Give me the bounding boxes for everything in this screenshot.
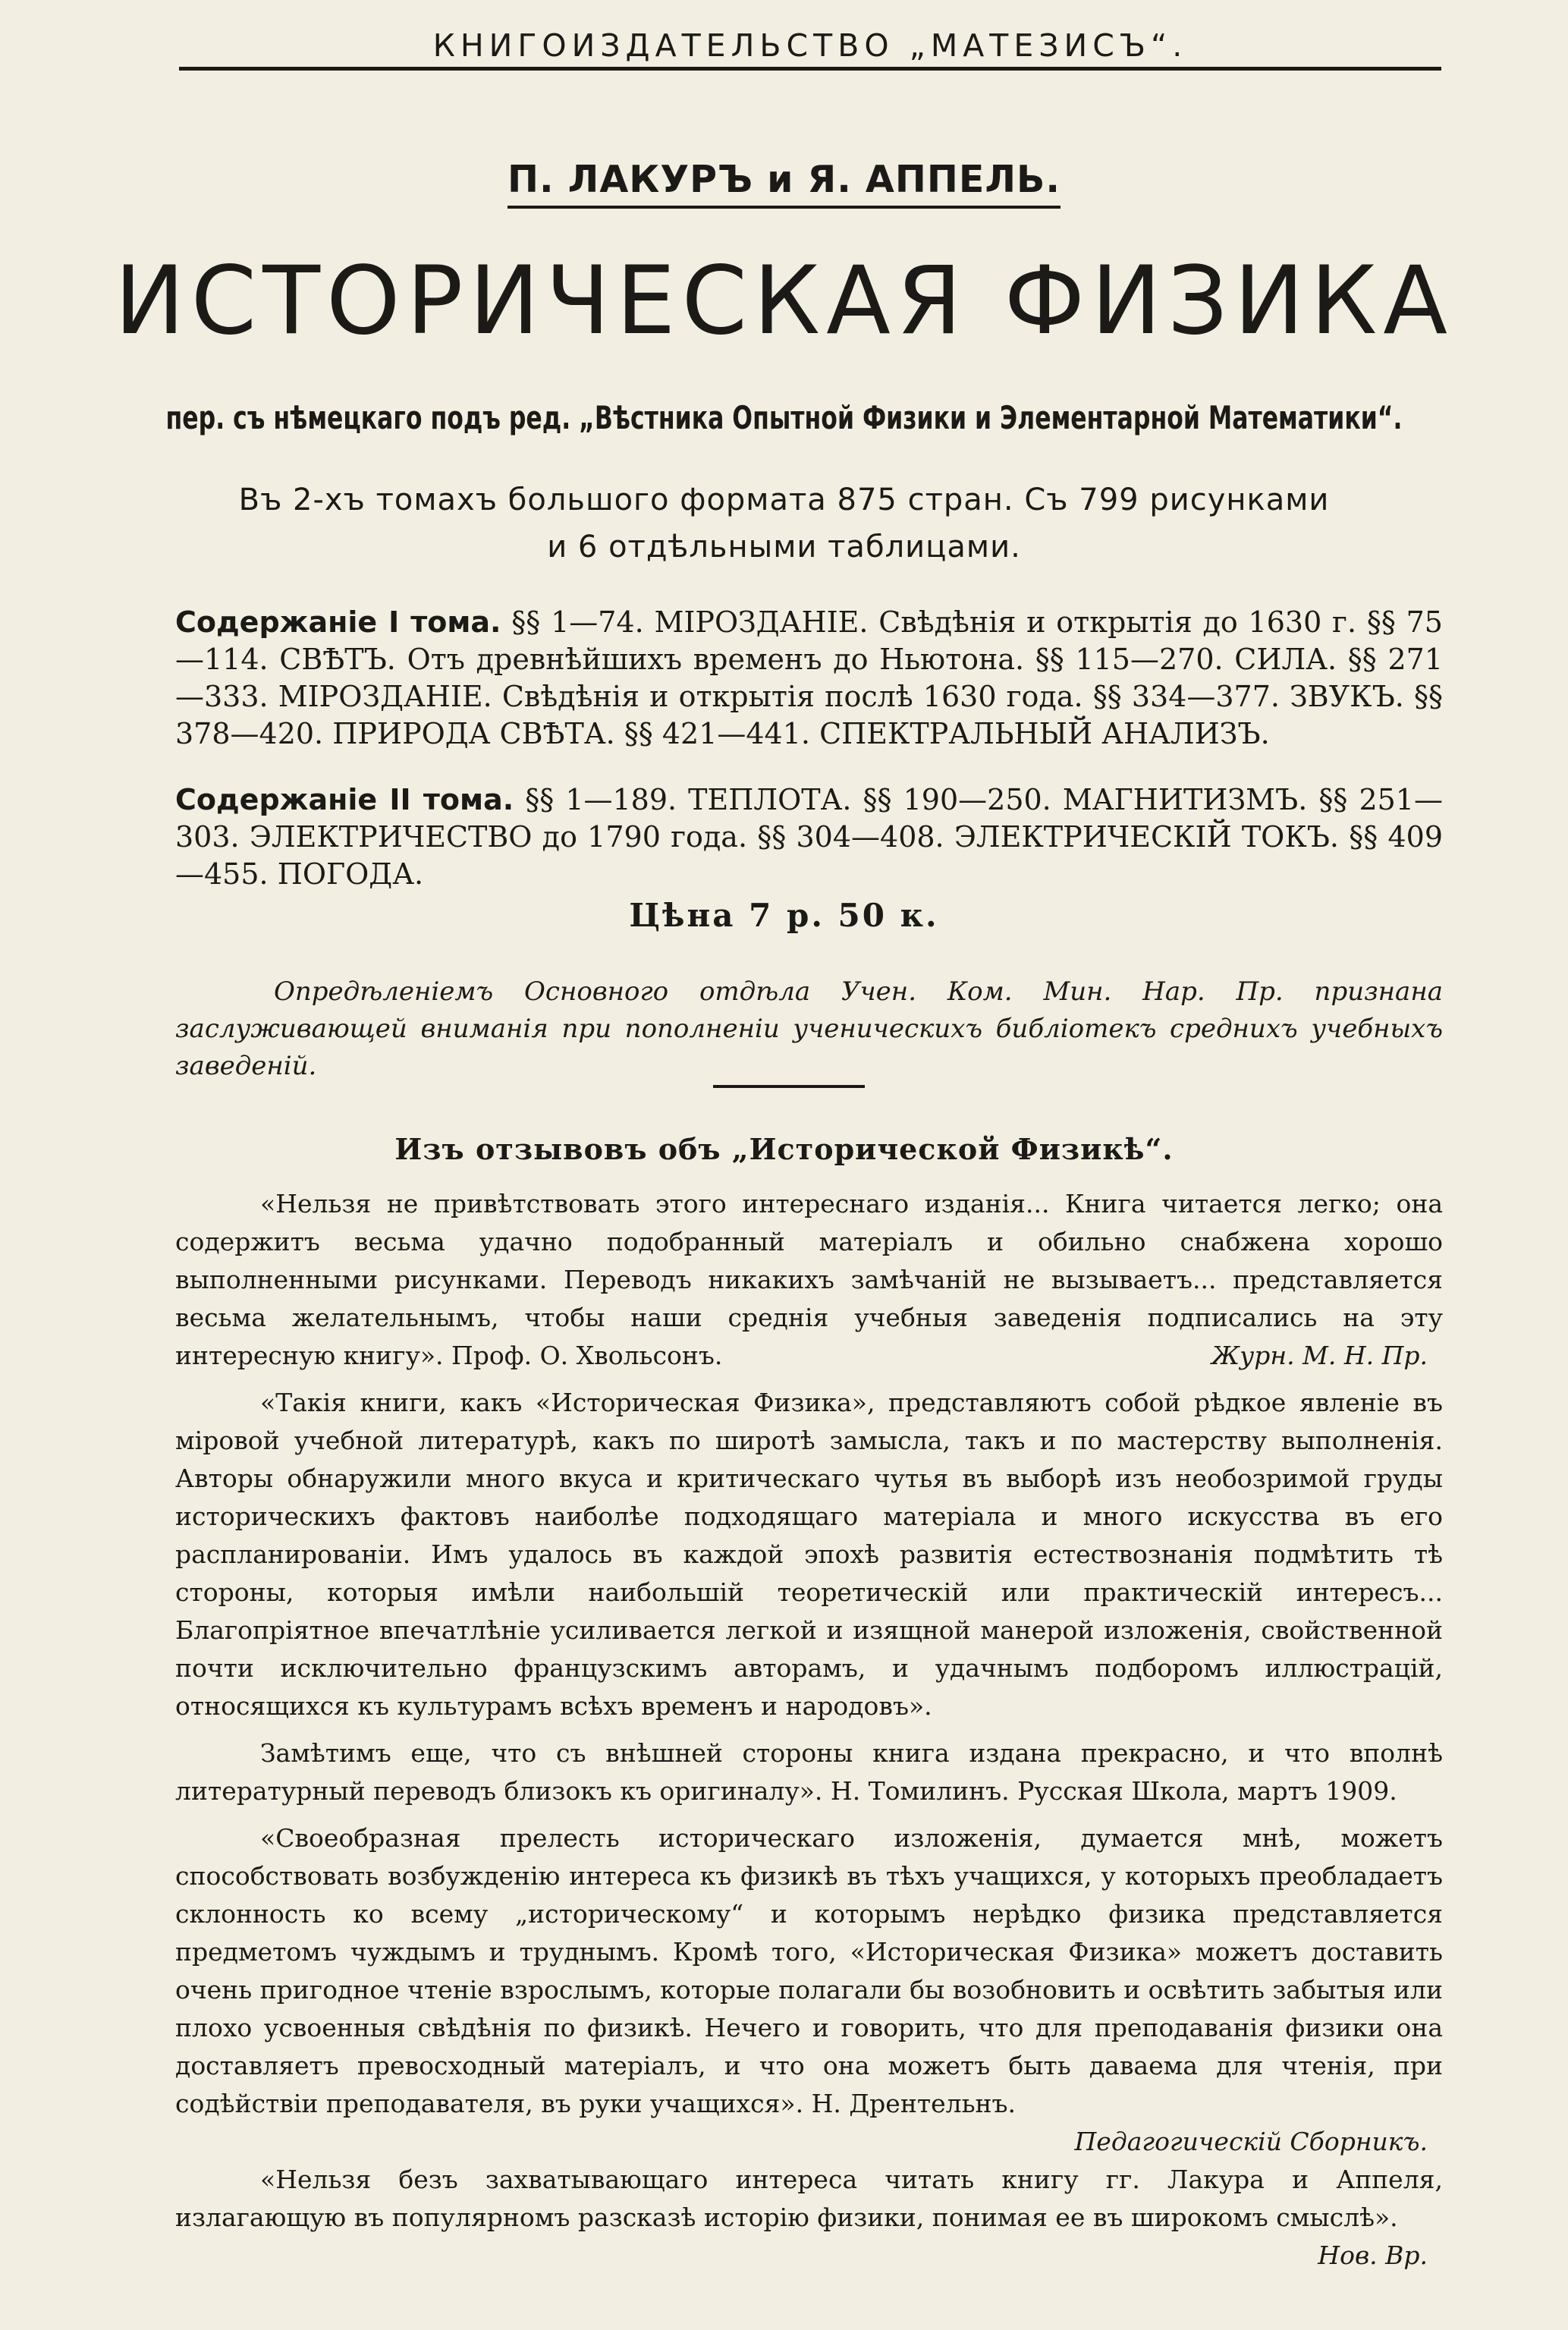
review-text: «Такія книги, какъ «Историческая Физика», представляютъ собой рѣдкое явленіе въ міровой учебной литературѣ, какъ по широтѣ замысла, такъ и по мастерству выполненія. Авторы обнаружили много вкуса и критическаго чутья въ выборѣ изъ необозримой груды историческихъ фактовъ наиболѣе подходящаго матеріала и много искусства въ его распланированіи. Имъ удалось въ каждой эпохѣ развитія естествознанія подмѣтить тѣ стороны, которыя имѣли наибольшій теоретическій или практическій интересъ... Благопріятное впечатлѣніе усиливается легкой и изящной манерой изложенія, свойственной почти исключительно французскимъ авторамъ, и удачнымъ подборомъ иллюстрацій, относящихся къ культурамъ всѣхъ временъ и народовъ».: [175, 1388, 1443, 1721]
contents-volume-1: [175, 604, 1443, 753]
volumes-line-2: и 6 отдѣльными таблицами.: [547, 530, 1021, 564]
volumes-info: [0, 476, 1568, 571]
authors-text: П. ЛАКУРЪ и Я. АППЕЛЬ.: [507, 158, 1061, 209]
review-item: [175, 1734, 1443, 1810]
reviews-heading: Изъ отзывовъ объ „Исторической Физикѣ“.: [394, 1132, 1174, 1166]
review-text: «Своеобразная прелесть историческаго изложенія, думается мнѣ, можетъ способствовать возбужденію интереса къ физикѣ въ тѣхъ учащихся, у которыхъ преобладаетъ склонность ко всему „историческому“ и которымъ нерѣдко физика представляется предметомъ чуждымъ и труднымъ. Кромѣ того, «Историческая Физика» можетъ доставить очень пригодное чтеніе взрослымъ, которые полагали бы возобновить и освѣтить забытыя или плохо усвоенныя свѣдѣнія по физикѣ. Нечего и говорить, что для преподаванія физики она доставляетъ превосходный матеріалъ, и что она можетъ быть даваема для чтенія, при содѣйствіи преподавателя, въ руки учащихся». Н. Дрентельнъ.: [175, 1823, 1443, 2118]
publisher-header: КНИГОИЗДАТЕЛЬСТВО „МАТЕЗИСЪ“.: [432, 27, 1188, 64]
book-title: ИСТОРИЧЕСКАЯ ФИЗИКА: [114, 247, 1454, 356]
volumes-line-1: Въ 2-хъ томахъ большого формата 875 стран. Съ 799 рисунками: [238, 483, 1330, 517]
approval-note: Опредѣленіемъ Основного отдѣла Учен. Ком. Мин. Нар. Пр. признана заслуживающей вниманія при пополненіи ученическихъ библіотекъ среднихъ учебныхъ заведеній.: [175, 976, 1443, 1081]
contents-volume-2: [175, 781, 1443, 893]
section-divider: [713, 1085, 865, 1088]
translation-note: пер. съ нѣмецкаго подъ ред. „Вѣстника Опытной Физики и Элементарной Математики“.: [165, 401, 1403, 437]
price: Цѣна 7 р. 50 к.: [629, 897, 939, 934]
authors: [0, 158, 1568, 201]
review-item: [175, 1384, 1443, 1725]
contents-volume-2-text: §§ 1—189. ТЕПЛОТА. §§ 190—250. МАГНИТИЗМЪ. §§ 251—303. ЭЛЕКТРИЧЕСТВО до 1790 года. §§ 304—408. ЭЛЕКТРИЧЕСКІЙ ТОКЪ. §§ 409—455. ПОГОДА.: [175, 783, 1443, 891]
reviews-list: [175, 1185, 1443, 2275]
review-text: Замѣтимъ еще, что съ внѣшней стороны книга издана прекрасно, и что вполнѣ литературный переводъ близокъ къ оригиналу». Н. Томилинъ. Русская Школа, мартъ 1909.: [175, 1738, 1443, 1806]
review-item: [175, 1185, 1443, 1375]
review-source: Нов. Вр.: [1318, 2240, 1428, 2270]
review-source: Педагогическій Сборникъ.: [1074, 2127, 1428, 2156]
review-item: [175, 2161, 1443, 2270]
contents-volume-1-label: Содержаніе I тома.: [175, 605, 501, 639]
review-item: [175, 1819, 1443, 2156]
contents-volume-1-text: §§ 1—74. МІРОЗДАНІЕ. Свѣдѣнія и открытія до 1630 г. §§ 75—114. СВѢТЪ. Отъ древнѣйшихъ временъ до Ньютона. §§ 115—270. СИЛА. §§ 271—333. МІРОЗДАНІЕ. Свѣдѣнія и открытія послѣ 1630 года. §§ 334—377. ЗВУКЪ. §§ 378—420. ПРИРОДА СВѢТА. §§ 421—441. СПЕКТРАЛЬНЫЙ АНАЛИЗЪ.: [175, 605, 1443, 750]
header-rule: [179, 67, 1441, 71]
contents-volume-2-label: Содержаніе II тома.: [175, 783, 514, 816]
review-text: «Нельзя безъ захватывающаго интереса читать книгу гг. Лакура и Аппеля, излагающую въ популярномъ разсказѣ исторію физики, понимая ее въ широкомъ смыслѣ».: [175, 2165, 1443, 2232]
review-text: «Нельзя не привѣтствовать этого интереснаго изданія... Книга читается легко; она содержитъ весьма удачно подобранный матеріалъ и обильно снабжена хорошо выполненными рисунками. Переводъ никакихъ замѣчаній не вызываетъ... представляется весьма желательнымъ, чтобы наши среднія учебныя заведенія подписались на эту интересную книгу». Проф. О. Хвольсонъ.: [175, 1189, 1443, 1370]
review-source: Журн. М. Н. Пр.: [1211, 1341, 1428, 1370]
